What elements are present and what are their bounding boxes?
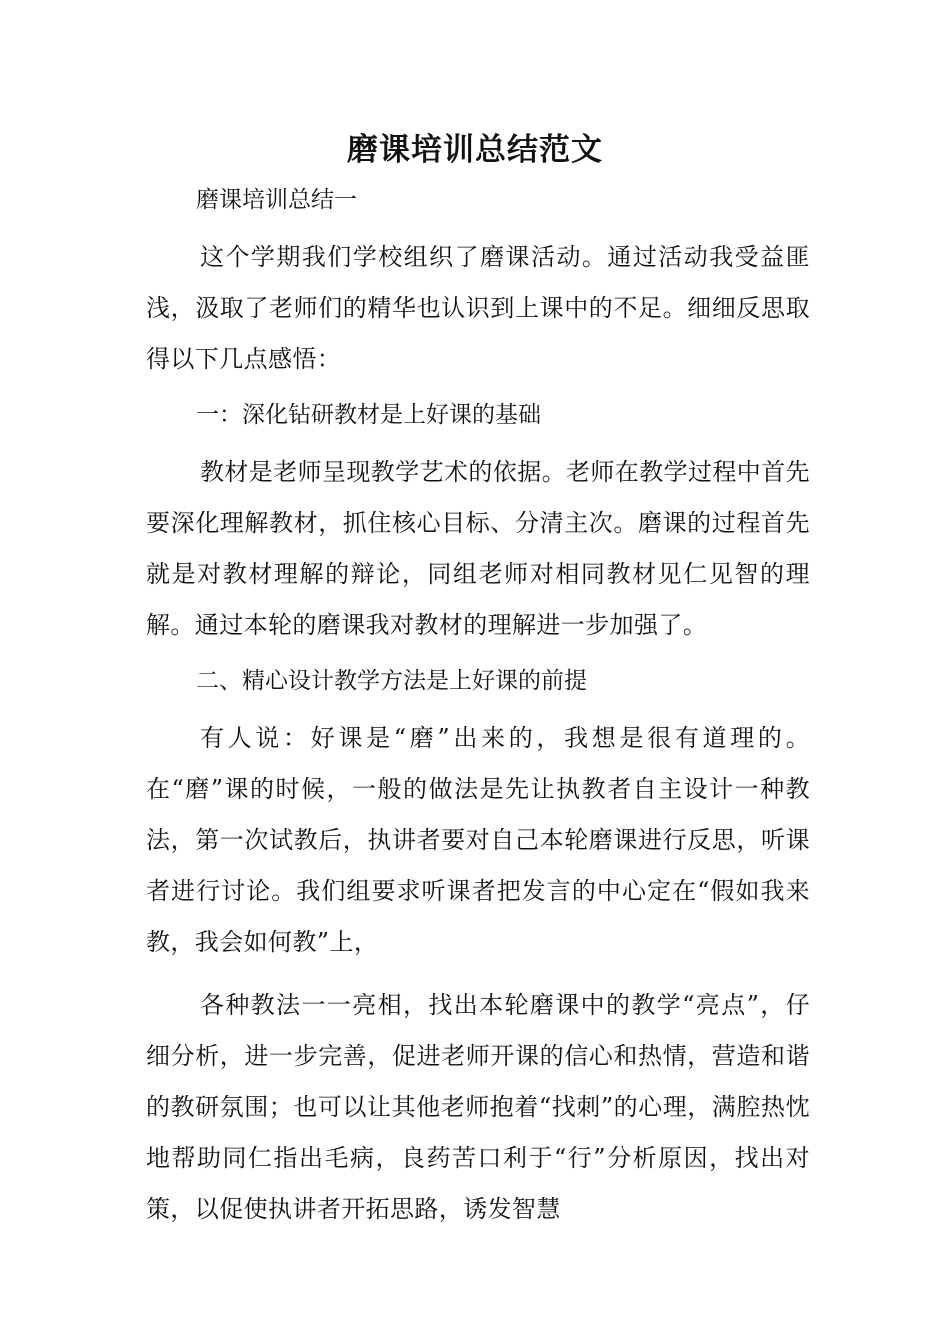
point2-paragraph-continued: 各种教法一一亮相，找出本轮磨课中的教学“亮点”，仔细分析，进一步完善，促进老师开课的信心和热情，营造和谐的教研氛围；也可以让其他老师抱着“找刺”的心理，满腔热忱地帮助同仁指出毛病，良药苦口利于“行”分析原因，找出对策，以促使执讲者开拓思路，诱发智慧	[146, 991, 810, 1223]
point1-paragraph: 教材是老师呈现教学艺术的依据。老师在教学过程中首先要深化理解教材，抓住核心目标、分清主次。磨课的过程首先就是对教材理解的辩论，同组老师对相同教材见仁见智的理解。通过本轮的磨课我对教材的理解进一步加强了。	[146, 458, 810, 639]
spacer	[146, 385, 810, 397]
point2-heading: 二、精心设计教学方法是上好课的前提	[196, 668, 587, 694]
section-heading: 磨课培训总结一	[196, 187, 357, 213]
spacer	[146, 218, 810, 232]
intro-paragraph: 这个学期我们学校组织了磨课活动。通过活动我受益匪浅，汲取了老师们的精华也认识到上课中的不足。细细反思取得以下几点感悟：	[146, 243, 810, 373]
point2-paragraph: 有人说：好课是“磨”出来的，我想是很有道理的。在“磨”课的时候，一般的做法是先让执教者自主设计一种教法，第一次试教后，执讲者要对自己本轮磨课进行反思，听课者进行讨论。我们组要求听课者把发言的中心定在“假如我来教，我会如何教”上，	[146, 724, 810, 956]
spacer	[146, 433, 810, 447]
document-title: 磨课培训总结范文	[347, 132, 603, 168]
spacer	[146, 699, 810, 713]
point1-heading: 一：深化钻研教材是上好课的基础	[196, 402, 541, 428]
spacer	[146, 968, 810, 980]
spacer	[146, 651, 810, 663]
document-body	[146, 182, 810, 1235]
